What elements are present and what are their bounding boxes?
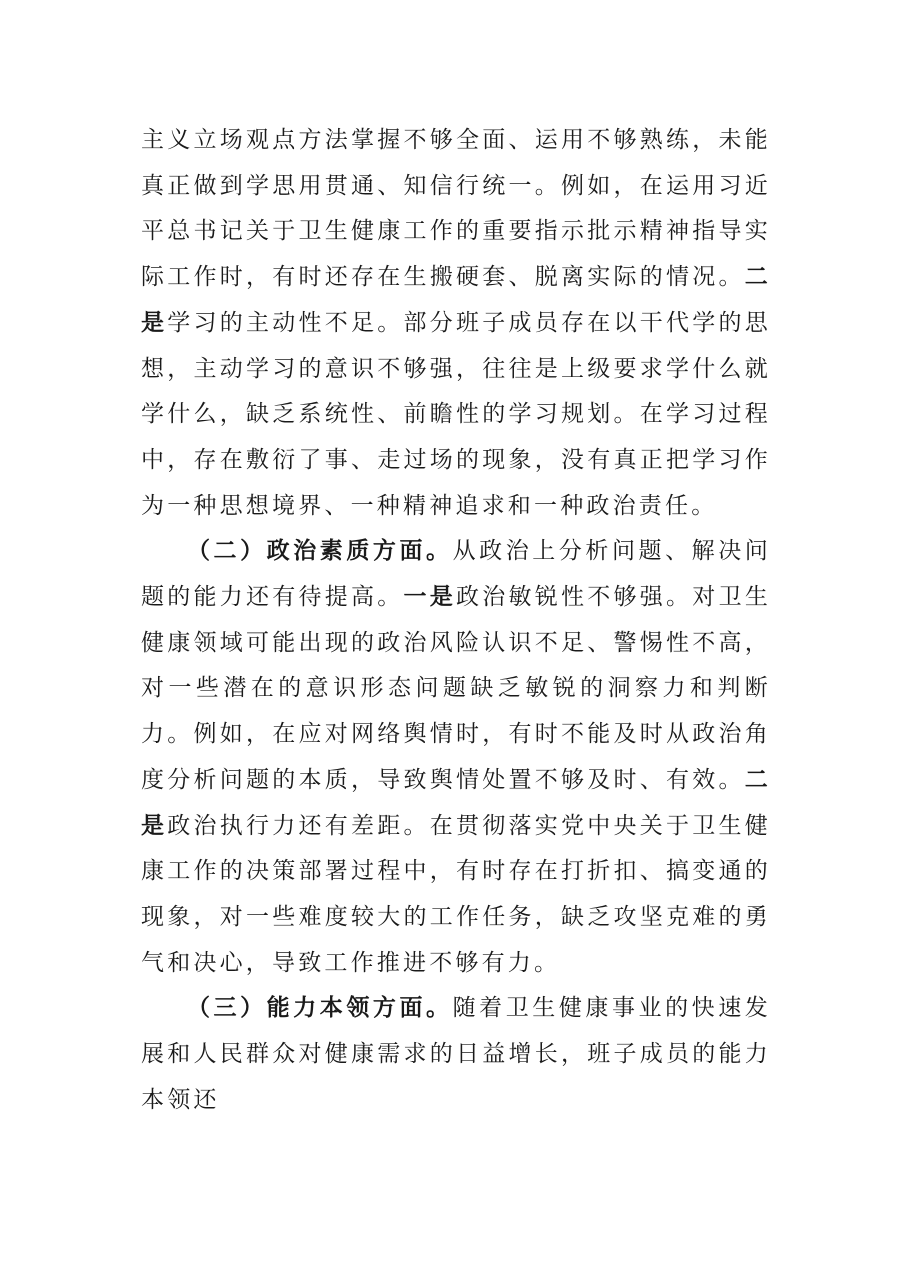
text-segment: 主义立场观点方法掌握不够全面、运用不够熟练，未能真正做到学思用贯通、知信行统一。例如，在运用习近平总书记关于卫生健康工作的重要指示批示精神指导实际工作时，有时还存在生搬硬套、脱离实际的情况。 (141, 127, 771, 291)
bold-lead: 一是 (403, 584, 457, 611)
document-page (141, 118, 771, 1123)
text-segment: 政治敏锐性不够强。对卫生健康领域可能出现的政治风险认识不足、警惕性不高，对一些潜在的意识形态问题缺乏敏锐的洞察力和判断力。例如，在应对网络舆情时，有时不能及时从政治角度分析问题的本质，导致舆情处置不够及时、有效。 (141, 584, 772, 793)
section-heading-ability: （三）能力本领方面。 (187, 995, 453, 1022)
paragraph-study-continuation (141, 118, 771, 529)
section-heading-political-quality: （二）政治素质方面。 (187, 538, 453, 565)
bold-lead: 二是 (141, 766, 771, 839)
text-segment: 随着卫生健康事业的快速发展和人民群众对健康需求的日益增长，班子成员的能力本领还 (141, 995, 772, 1113)
text-segment: 学习的主动性不足。部分班子成员存在以干代学的思想，主动学习的意识不够强，往往是上级要求学什么就学什么，缺乏系统性、前瞻性的学习规划。在学习过程中，存在敷衍了事、走过场的现象，没有真正把学习作为一种思想境界、一种精神追求和一种政治责任。 (141, 309, 772, 519)
paragraph-political-quality (141, 529, 771, 986)
text-segment: 政治执行力还有差距。在贯彻落实党中央关于卫生健康工作的决策部署过程中，有时存在打折扣、搞变通的现象，对一些难度较大的工作任务，缺乏攻坚克难的勇气和决心，导致工作推进不够有力。 (141, 812, 772, 976)
bold-lead: 二是 (141, 264, 771, 336)
paragraph-ability (141, 986, 771, 1123)
text-segment: 从政治上分析问题、解决问题的能力还有待提高。 (141, 538, 772, 611)
